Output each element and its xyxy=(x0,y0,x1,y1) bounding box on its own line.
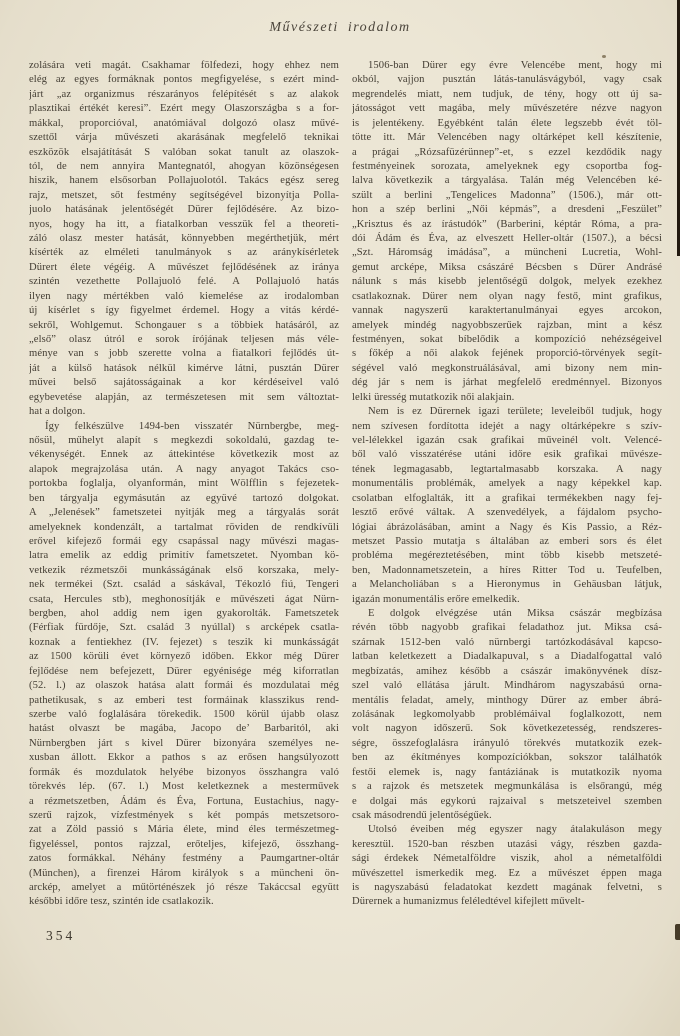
text-line: „Szt. Háromság imádása”, a müncheni Lucretia, Wohl- xyxy=(352,247,662,259)
text-line: igazán monumentális erőre emelkedik. xyxy=(352,593,520,605)
text-line: ségével való megkonstruálásával, ami bizony nem min- xyxy=(352,362,662,374)
page-number: 354 xyxy=(46,927,76,943)
text-line: figyeléssel, pontos rajzzal, erőteljes, kifejező, összhang- xyxy=(29,838,339,850)
text-line: szárnak 1512-ben való nürnbergi tartózkodásával kapcso- xyxy=(352,636,662,648)
text-line: tötte itt. Már Velencében nagy oltárképet kell készítenie, xyxy=(352,132,662,144)
text-line: vetkezik rézmetszői munkásságának első korszaka, mely- xyxy=(29,564,339,576)
text-line: művei belső sajátosságainak a kor kérdéseivel való xyxy=(29,377,339,389)
text-line: rajz, metszet, sőt festmény segítségével bizonyítja Polla- xyxy=(29,189,339,201)
text-line: zolására veti magát. Csakhamar fölfedezi, hogy ehhez nem xyxy=(29,60,339,71)
text-line: festményeinek sorozata, amelyeknek egy csoportba fog- xyxy=(352,160,662,172)
text-line: tének legmagasabb, legtartalmasabb korszaka. A nagy xyxy=(352,463,662,475)
text-line: e dolgai más egykorú rajzaival s metszeteivel szemben xyxy=(352,795,662,807)
text-line: az 1500 körüli évet környező időben. Ekkor még Dürer xyxy=(29,651,339,663)
text-line: formák és mozdulatok helyébe bizonyos összhangra való xyxy=(29,766,339,778)
text-line: okból, vajjon pusztán látás-tanulásvágyból, vagy csak xyxy=(352,74,662,86)
text-line: járt „az organizmus részarányos felépítését s az alakok xyxy=(29,88,339,100)
text-line: latra emelik az eddig primitív fametszetet. Nyomban kö- xyxy=(29,550,339,562)
text-line: a rézmetszetben, Ádám és Éva, Fortuna, Eustachius, nagy- xyxy=(29,795,339,807)
text-line: s a rajzok és metszetek megmunkálása is elsőrangú, még xyxy=(352,781,662,793)
text-line: zat a Zöld passió s Mária élete, mind éles természetmeg- xyxy=(29,824,339,836)
text-line: elég az egyes formáknak pontos megfigyelése, s ezért mind- xyxy=(29,74,339,86)
text-line: későbbi időre tesz, szintén ide csatlakozik. xyxy=(29,896,214,908)
text-line: (München), a firenzei Három királyok s a müncheni ön- xyxy=(29,867,339,879)
text-line: ben az ékítményes kompozíciókban, sokszor találhatók xyxy=(352,752,662,764)
text-line: amelyeknek kondenzált, a tartalmat röviden de rendkívüli xyxy=(29,521,339,533)
text-line: záló olasz mester hatását, könnyebben megérthetjük, mért xyxy=(29,233,339,245)
text-line: csata, Hercules stb), meghonosítják e művészeti ágat Nürn- xyxy=(29,593,339,605)
text-line: pathetikusak, s az emberi test formáinak klasszikus rend- xyxy=(29,694,339,706)
text-line: juolo hatásának jelentőségét Dürer fejlődésére. Az bizo- xyxy=(29,204,339,216)
text-line: plasztikai értékét keresi”. Ezért megy Olaszországba s a for- xyxy=(29,103,339,115)
text-line: fejlődése nem befejezett, Dürer egyénisége még kiforratlan xyxy=(29,665,339,677)
text-line: koznak a fentiekhez (IV. fejezet) s teszik ki munkásságát xyxy=(29,636,339,648)
text-line: vannak nagyszerű karaktertanulmányai egyes arcokon, xyxy=(352,305,662,317)
text-line: kísérték az elméleti tanulmányok s az aránykísérletek xyxy=(29,247,339,259)
text-line: nálunk s más kisebb jelentőségű dolgok, melyek ezekhez xyxy=(352,276,662,288)
text-line: „első” olasz útról e sorok írójának teljesen más véle- xyxy=(29,334,339,346)
text-line: vékenységét. Ennek az áttekintése következik most az xyxy=(29,449,339,461)
text-line: ből való visszatérése utáni időre esik grafikai művésze- xyxy=(352,449,662,461)
text-line: Így felkészülve 1494-ben visszatér Nürnbergbe, meg- xyxy=(45,420,339,432)
text-line: törekvés lép. (67. l.) Most keletkeznek a mesterművek xyxy=(29,781,339,793)
text-line: A „Jelenések” fametszetei nyitják meg a tárgyalás sorát xyxy=(29,507,339,519)
text-line: művészettel ismerkedik meg. Ez a művészet éppen maga xyxy=(352,867,662,879)
text-line: szel való ellátása járult. Mindhárom nagyszabású orna- xyxy=(352,680,662,692)
text-line: monumentális problémák, amelyek a nagy képekkel kap. xyxy=(352,478,662,490)
text-line: xusban állott. Ekkor a pathos s az erősen hangsúlyozott xyxy=(29,752,339,764)
text-line: szerbe való foglalására törekedik. 1500 körül újabb olasz xyxy=(29,708,339,720)
text-line: dói Ádám és Éva, az elveszett Heller-oltár (1507.), a bécsi xyxy=(352,233,662,245)
text-line: egybevetése alapján, az természetesen mit sem változtat- xyxy=(29,391,339,403)
text-line: megrendelés miatt, nem tudjuk, de tény, hogy ott új sa- xyxy=(352,88,662,100)
text-line: lalva következik a tárgyalása. Talán még Velencében ké- xyxy=(352,175,662,187)
text-line: s főkép a női alakok fejének proporció-törvények segít- xyxy=(352,348,662,360)
text-line: 1506-ban Dürer egy évre Velencébe ment, hogy mi xyxy=(368,60,662,71)
text-line: festői elemek is, nagy fantáziának is mutatkozik nyoma xyxy=(352,766,662,778)
text-line: ben, Madonnametszetein, a híres Ritter Tod u. Teufelben, xyxy=(352,564,662,576)
text-line: hat a dolgon. xyxy=(29,406,86,418)
text-line: révén több nagyobb grafikai feladathoz jut. Miksa csá- xyxy=(352,622,662,634)
text-line: dég jár s nem is járhat megfelelő eredménnyel. Bizonyos xyxy=(352,377,662,389)
text-line: lógiai ábrázolásában, amint a Nagy és Kis Passio, a Réz- xyxy=(352,521,662,533)
text-line: gemut arcképe, Miksa császáré Bécsben s Dürer Andrásé xyxy=(352,261,662,273)
text-line: erővel kifejező formái egy csapással nagy művészi magas- xyxy=(29,535,339,547)
text-line: keresztül. 1520-ban részben utazási vágy, részben gazda- xyxy=(352,838,662,850)
text-line: metszet Passio mutatja s általában az emberi sors és élet xyxy=(352,535,662,547)
text-line: eszközök elsajátítását S valóban sokat tanult az olaszok- xyxy=(29,146,339,158)
text-line: hatást olvaszt be magába, Jacopo de’ Barbaritól, aki xyxy=(29,723,339,735)
text-line: „Krisztus és az írástudók” (Barberini, képtár Róma, a pra- xyxy=(352,218,662,230)
text-line: (Férfiak fürdője, Szt. család 3 nyúllal) s arcképek csatla- xyxy=(29,622,339,634)
text-line: csak másodrendű jelentőségűek. xyxy=(352,809,492,821)
text-line: hiszik, hanem elsősorban Pollajuolotól. Takács egész sereg xyxy=(29,175,339,187)
text-line: szült a berlini „Tengelices Madonna” (1506.), már ott- xyxy=(352,189,662,201)
text-column-left xyxy=(29,59,339,910)
text-line: lesztő erővé váltak. A szenvedélyek, a fájdalom psycho- xyxy=(352,507,662,519)
text-line: ját a külső hatások nélkül kimérve látni, pusztán Dürer xyxy=(29,362,339,374)
text-line: szintén vezethette Pollajuoló felé. A Pollajuoló hatás xyxy=(29,276,339,288)
text-line: szerű rajzok, vízfestmények s két pompás metszetsoro- xyxy=(29,809,339,821)
text-line: ménye van s jobb szerette volna a fiatalkori fejlődés út- xyxy=(29,348,339,360)
text-line: ilyen nagy mértékben való kiemelése az irodalomban xyxy=(29,290,339,302)
text-line: Nürnbergben járt s kivel Dürer bizonyára személyes ne- xyxy=(29,737,339,749)
text-line: hon a szép berlini „Női képmás”, a dresdeni „Feszület” xyxy=(352,204,662,216)
text-line: zatos formákkal. Néhány festmény a Paumgartner-oltár xyxy=(29,853,339,865)
text-line: mákkal, proporcióval, anatómiával dolgozó olasz művé- xyxy=(29,117,339,129)
text-line: probléma megéreztetésében, mint több kisebb metszeté- xyxy=(352,550,662,562)
text-line: vel-lélekkel igazán csak grafikai műveinél volt. Velencé- xyxy=(352,434,662,446)
text-columns xyxy=(0,36,680,910)
text-line: festményen, sokat bíbelődik a kompozíció nehézségeivel xyxy=(352,334,662,346)
text-line: a Melancholiában s a Hieronymus in Gehäusban látjuk, xyxy=(352,579,662,591)
page-header-title: Művészeti irodalom xyxy=(269,20,411,35)
text-line: csatlakoznak. Dürer nem olyan nagy festő, mint grafikus, xyxy=(352,290,662,302)
text-line: csolatban elfoglalták, itt a grafikai termékekben nagy fej- xyxy=(352,492,662,504)
text-line: (52. l.) az olaszok hatása alatt formái és mozdulatai még xyxy=(29,680,339,692)
text-line: új kísérlet s így figyelmet érdemel. Hogy a vitás kérdé- xyxy=(29,305,339,317)
text-line: is nagyszabású feladatokat kezdett magának felvetni, s xyxy=(352,882,662,894)
text-line: sekről, Wohlgemut. Schongauer s a többiek hatásáról, az xyxy=(29,319,339,331)
text-line: latban keletkezett a Diadalkapuval, s a Diadalfogattal való xyxy=(352,651,662,663)
text-line: is jelentékeny. Egyébként talán élete legszebb évét töl- xyxy=(352,117,662,129)
text-line: nyos, hogy ha itt, a fiatalkorban vesszük fel a theoreti- xyxy=(29,218,339,230)
text-column-right xyxy=(352,59,662,910)
text-line: sági érdekek Németalföldre viszik, ahol a németalföldi xyxy=(352,853,662,865)
text-line: nek termékei (Szt. család a sáskával, Tékozló fiú, Tengeri xyxy=(29,579,339,591)
text-line: lelki üresség mutatkozik női alakjain. xyxy=(352,391,515,403)
text-line: Dürernek a humanizmus feléledtével kifejlett művelt- xyxy=(352,896,585,908)
text-line: Dürert élete végéig. A művészet fejlődésének az iránya xyxy=(29,261,339,273)
text-line: játosságot vett magába, mely művészetére nézve nagyon xyxy=(352,103,662,115)
text-line: bergben, ahol addig nem igen gyakorolták. Fametszetek xyxy=(29,608,339,620)
text-line: arckép, amelyet a műtörténészek jó része Takáccsal együtt xyxy=(29,882,339,894)
text-line: zolásának legkomolyabb problémáival foglalkozott, nem xyxy=(352,708,662,720)
text-line: szettől várja művészeti akarásának megfelelő teknikai xyxy=(29,132,339,144)
text-line: volt nagyon időszerű. Sok következetesség, rendszeres- xyxy=(352,723,662,735)
text-line: nősül, műhelyt alapít s megkezdi sokoldalú, gazdag te- xyxy=(29,434,339,446)
text-line: Utolsó éveiben még egyszer nagy átalakuláson megy xyxy=(368,824,662,836)
text-line: megbízatás, amihez később a császár imakönyvének dísz- xyxy=(352,665,662,677)
scan-edge-artifact xyxy=(675,924,680,940)
text-line: amelyek mindég nagyobbszerűek rajzban, mint a kész xyxy=(352,319,662,331)
text-line: E dolgok elvégzése után Miksa császár megbízása xyxy=(368,608,662,620)
text-line: mentális feladat, amely, minthogy Dürer az ember ábrá- xyxy=(352,694,662,706)
text-line: tól, de nem annyira Mantegnatól, ahogyan közönségesen xyxy=(29,160,339,172)
text-line: ségre, összefoglalásra irányuló törekvés mutatkozik ezek- xyxy=(352,737,662,749)
text-line: portokba foglalja, olyanformán, mint Wölfflin s fejezetek- xyxy=(29,478,339,490)
text-line: a prágai „Rózsafüzérünnep”-et, s ezzel kezdődik nagy xyxy=(352,146,662,158)
scan-speck-artifact xyxy=(602,55,606,58)
text-line: Nem is ez Dürernek igazi területe; leveleiből tudjuk, hogy xyxy=(368,406,662,418)
text-line: alapok megrajzolása után. A nagy anyagot Takács cso- xyxy=(29,463,339,475)
text-line: nem szívesen fordította idejét a nagy oltárképekre s szív- xyxy=(352,420,662,432)
text-line: ben tárgyalja egymásután az együvé tartozó dolgokat. xyxy=(29,492,339,504)
